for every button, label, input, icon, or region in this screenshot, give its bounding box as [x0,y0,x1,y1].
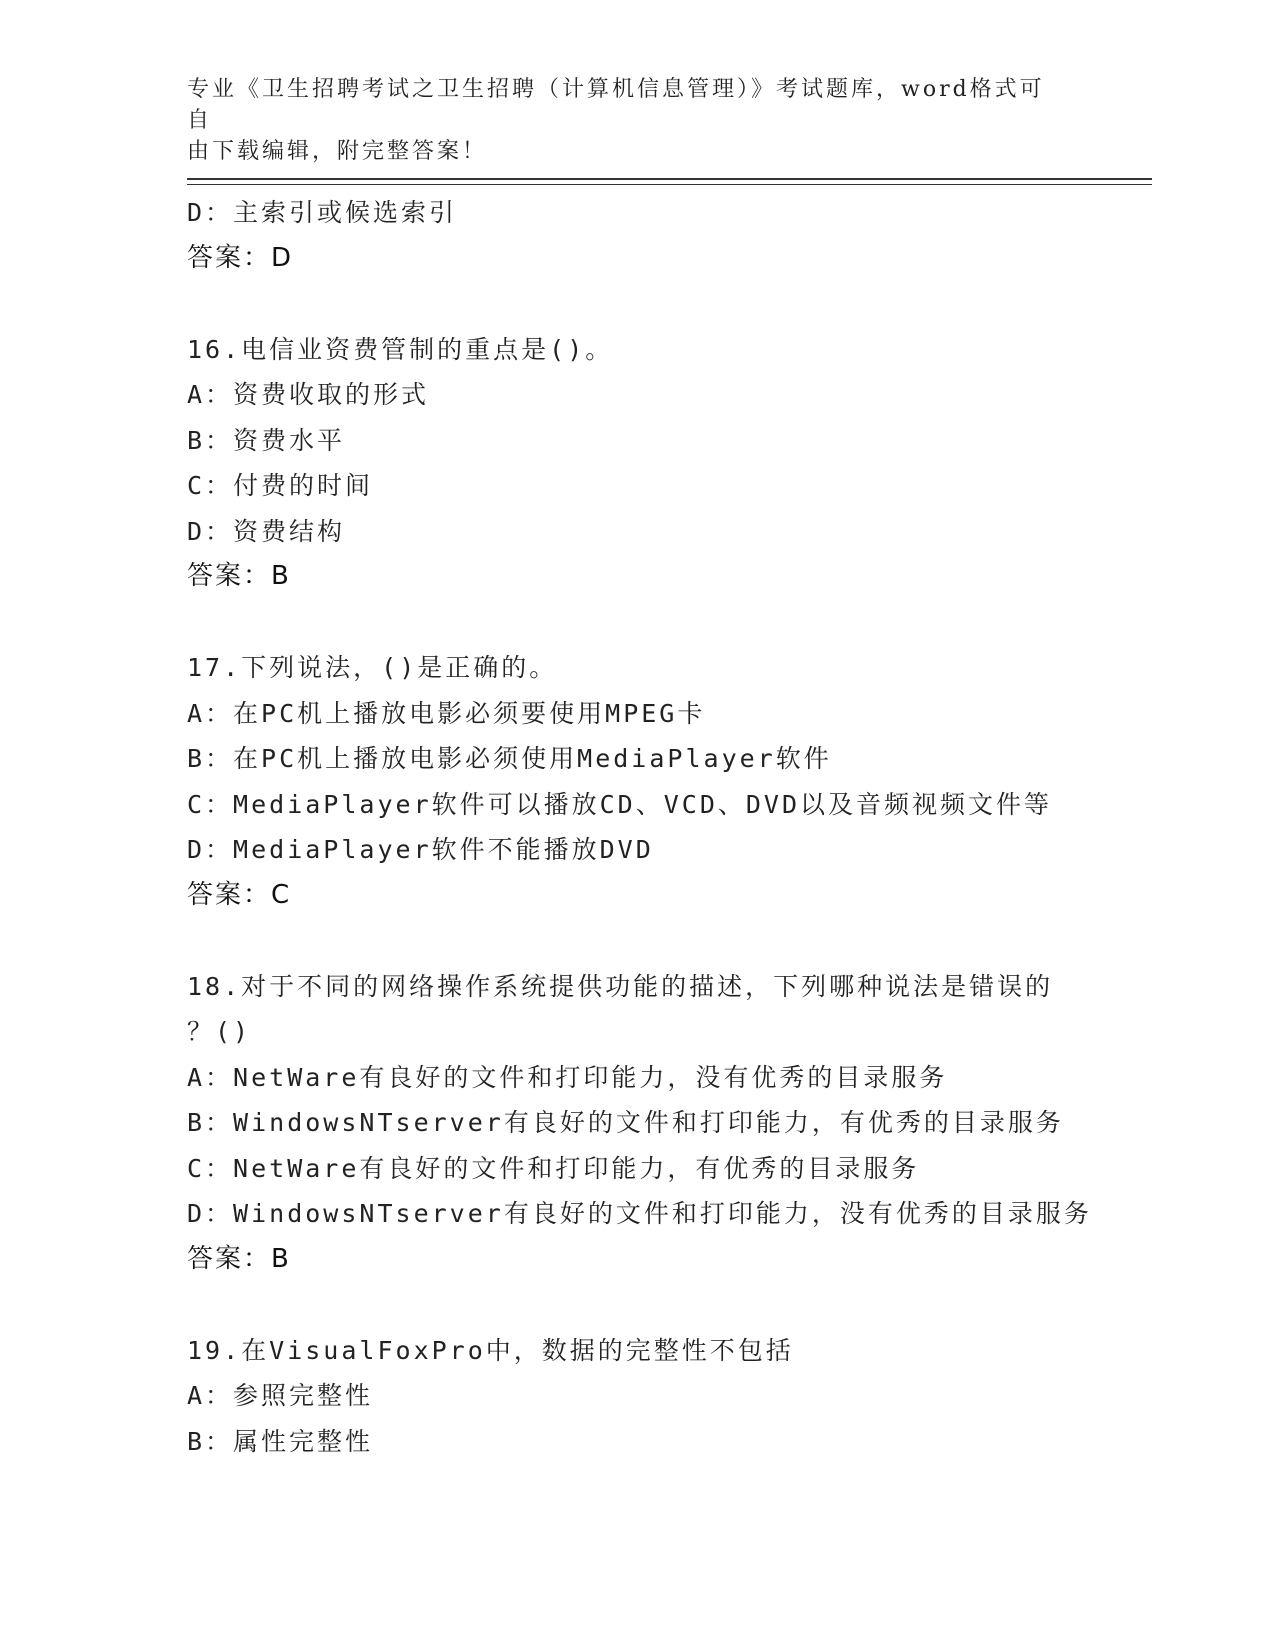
option-d: D：WindowsNTserver有良好的文件和打印能力，没有优秀的目录服务 [187,1199,1092,1228]
option-c: C：MediaPlayer软件可以播放CD、VCD、DVD以及音频视频文件等 [187,789,1053,819]
question-stem-line-2: ？() [187,1017,252,1046]
answer-line: 答案：B [187,561,291,591]
spacer [187,1282,1187,1328]
option-b: B：资费水平 [187,425,346,455]
question-17 [187,645,1187,918]
option-c: C：NetWare有良好的文件和打印能力，有优秀的目录服务 [187,1153,920,1183]
header-divider-thin [187,184,1152,185]
spacer [187,918,1187,964]
question-stem: 17.下列说法，()是正确的。 [187,653,558,682]
answer-line: 答案：B [187,1243,291,1274]
option-d: D：MediaPlayer软件不能播放DVD [187,835,654,864]
option-c: C：付费的时间 [187,471,374,500]
question-19 [187,1328,1187,1465]
answer-line: 答案：C [187,879,292,910]
option-a: A：参照完整性 [187,1381,374,1410]
option-a: A：NetWare有良好的文件和打印能力，没有优秀的目录服务 [187,1062,948,1092]
answer-line: 答案：D [187,242,294,273]
option-b: B：属性完整性 [187,1426,374,1456]
header-line-2: 由下载编辑，附完整答案！ [187,139,488,164]
option-d: D：主索引或候选索引 [187,198,458,227]
question-stem-line-1: 18.对于不同的网络操作系统提供功能的描述，下列哪种说法是错误的 [187,971,1054,1001]
option-b: B：WindowsNTserver有良好的文件和打印能力，有优秀的目录服务 [187,1108,1064,1137]
spacer [187,600,1187,646]
option-b: B：在PC机上播放电影必须使用MediaPlayer软件 [187,744,832,773]
question-stem: 19.在VisualFoxPro中，数据的完整性不包括 [187,1335,794,1365]
question-stem: 16.电信业资费管制的重点是()。 [187,334,614,364]
question-list [187,190,1187,1464]
question-15-tail [187,190,1187,281]
spacer [187,281,1187,327]
option-d: D：资费结构 [187,516,346,546]
header-divider-thick [187,178,1152,180]
option-a: A：在PC机上播放电影必须要使用MPEG卡 [187,698,706,728]
question-18 [187,964,1187,1283]
header-line-1: 专业《卫生招聘考试之卫生招聘（计算机信息管理）》考试题库，word格式可自 [187,77,1045,133]
document-header [187,74,1067,167]
option-a: A：资费收取的形式 [187,380,430,409]
question-16 [187,327,1187,600]
